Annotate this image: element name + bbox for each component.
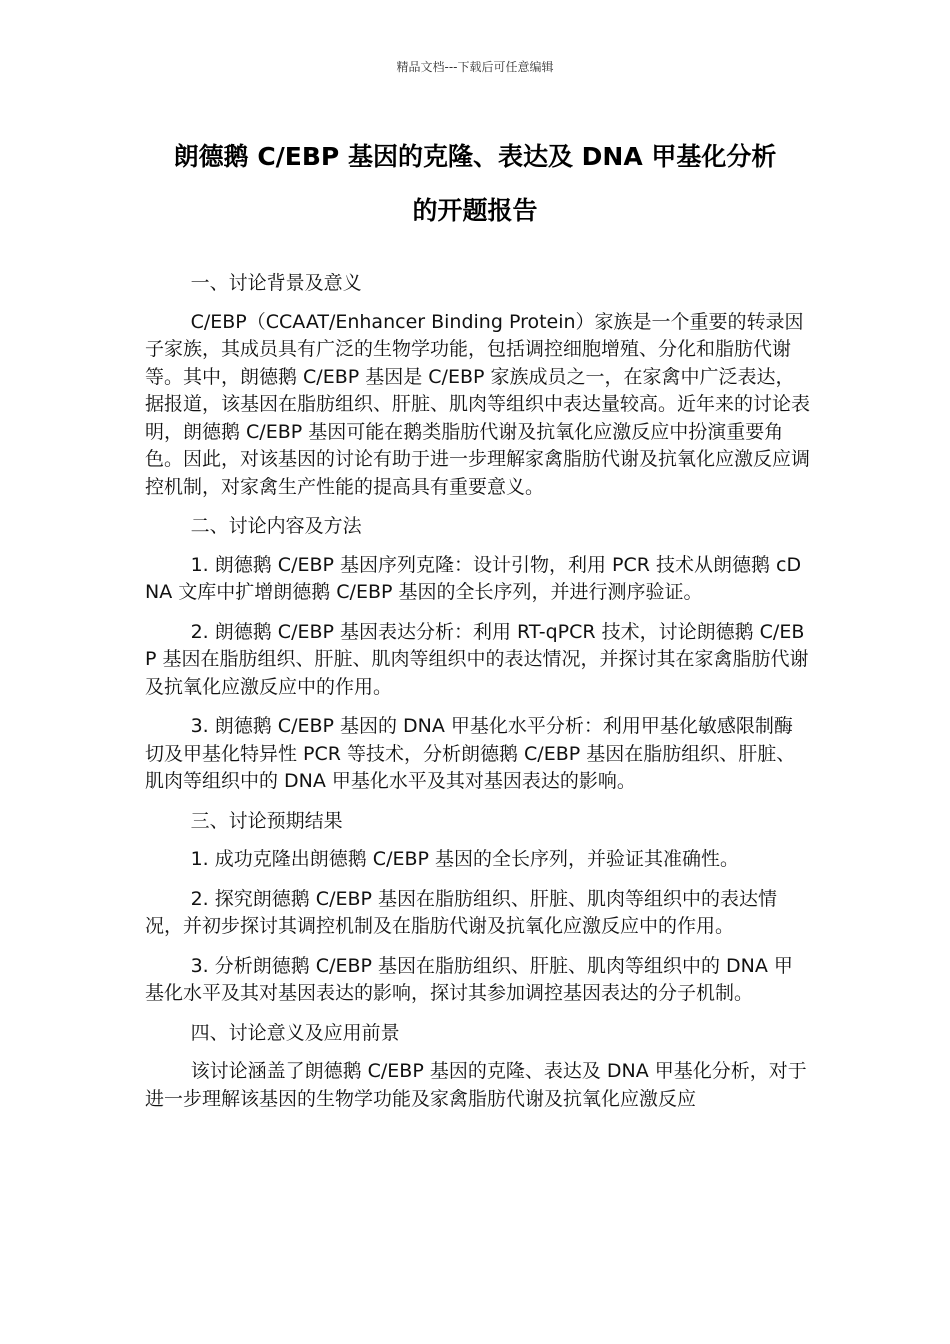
body-paragraph: 该讨论涵盖了朗德鹅 C/EBP 基因的克隆、表达及 DNA 甲基化分析，对于进一步理解该基因的生物学功能及家禽脂肪代谢及抗氧化应激反应 (145, 1060, 807, 1110)
document-body (145, 270, 810, 1125)
header-note: 精品文档---下载后可任意编辑 (396, 60, 554, 74)
body-paragraph: C/EBP（CCAAT/Enhancer Binding Protein）家族是一个重要的转录因子家族，其成员具有广泛的生物学功能，包括调控细胞增殖、分化和脂肪代谢等。其中，朗德鹅 C/EBP 基因是 C/EBP 家族成员之一，在家禽中广泛表达，据报道，该基因在脂肪组织、肝脏、肌肉等组织中表达量较高。近年来的讨论表明，朗德鹅 C/EBP 基因可能在鹅类脂肪代谢及抗氧化应激反应中扮演重要角色。因此，对该基因的讨论有助于进一步理解家禽脂肪代谢及抗氧化应激反应调控机制，对家禽生产性能的提高具有重要意义。 (145, 310, 811, 498)
title-line-1: 朗德鹅 C/EBP 基因的克隆、表达及 DNA 甲基化分析 (173, 142, 777, 171)
section-heading: 三、讨论预期结果 (190, 809, 343, 832)
body-paragraph: 3. 分析朗德鹅 C/EBP 基因在脂肪组织、肝脏、肌肉等组织中的 DNA 甲基化水平及其对基因表达的影响，探讨其参加调控基因表达的分子机制。 (145, 954, 793, 1004)
section-heading: 二、讨论内容及方法 (190, 515, 362, 537)
title-line-2: 的开题报告 (412, 196, 538, 225)
section-heading: 四、讨论意义及应用前景 (190, 1021, 400, 1044)
body-paragraph: 2. 探究朗德鹅 C/EBP 基因在脂肪组织、肝脏、肌肉等组织中的表达情况，并初步探讨其调控机制及在脂肪代谢及抗氧化应激反应中的作用。 (145, 887, 778, 937)
section-heading: 一、讨论背景及意义 (190, 272, 362, 294)
body-paragraph: 1. 朗德鹅 C/EBP 基因序列克隆：设计引物，利用 PCR 技术从朗德鹅 cDNA 文库中扩增朗德鹅 C/EBP 基因的全长序列，并进行测序验证。 (145, 553, 802, 603)
body-paragraph: 2. 朗德鹅 C/EBP 基因表达分析：利用 RT-qPCR 技术，讨论朗德鹅 C/EBP 基因在脂肪组织、肝脏、肌肉等组织中的表达情况，并探讨其在家禽脂肪代谢及抗氧化应激反应中的作用。 (145, 620, 809, 698)
body-paragraph: 3. 朗德鹅 C/EBP 基因的 DNA 甲基化水平分析：利用甲基化敏感限制酶切及甲基化特异性 PCR 等技术，分析朗德鹅 C/EBP 基因在脂肪组织、肝脏、肌肉等组织中的 DNA 甲基化水平及其对基因表达的影响。 (145, 715, 796, 792)
body-paragraph: 1. 成功克隆出朗德鹅 C/EBP 基因的全长序列，并验证其准确性。 (190, 848, 740, 870)
document-title (145, 130, 805, 238)
